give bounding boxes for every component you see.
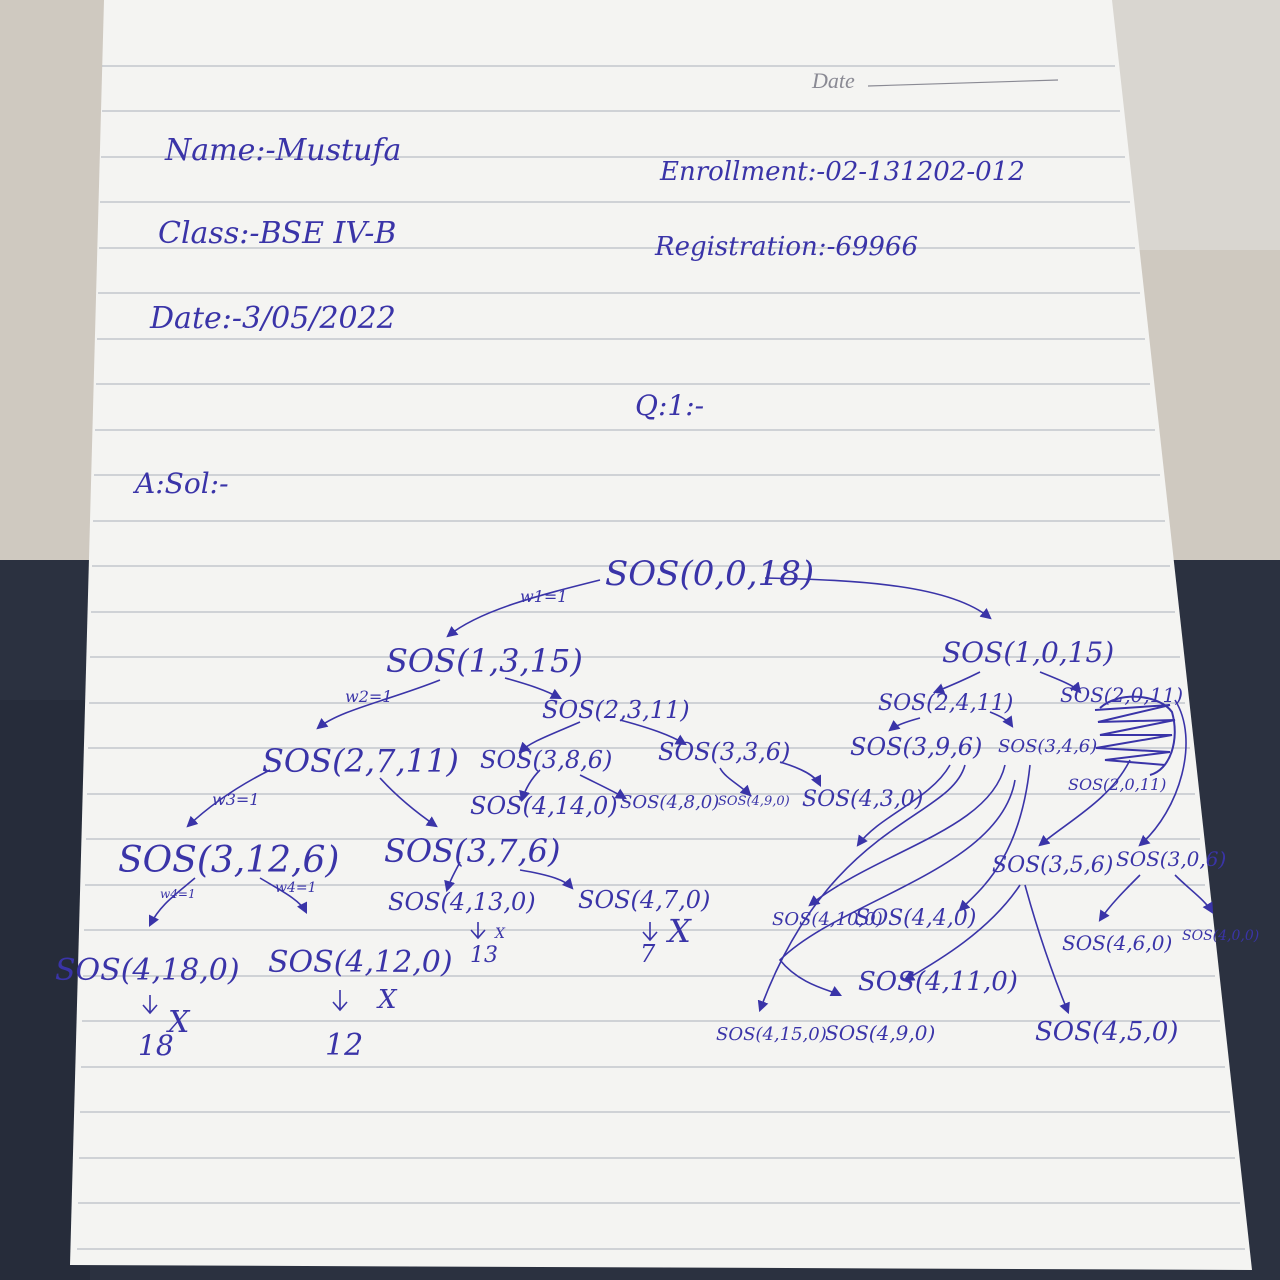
- node-4-9-0-small: SOS(4,9,0): [718, 794, 790, 809]
- question-label: Q:1:-: [635, 389, 705, 422]
- node-3-12-6: SOS(3,12,6): [118, 840, 340, 881]
- node-root: SOS(0,0,18): [605, 554, 815, 594]
- node-4-9-0: SOS(4,9,0): [825, 1021, 936, 1045]
- node-4-11-0: SOS(4,11,0): [858, 967, 1018, 997]
- node-4-6-0: SOS(4,6,0): [1062, 931, 1173, 955]
- node-4-4-0: SOS(4,4,0): [855, 906, 977, 931]
- node-4-3-0: SOS(4,3,0): [802, 787, 924, 812]
- result-18-cross: X: [168, 1005, 190, 1040]
- result-12-cross: X: [378, 985, 397, 1015]
- node-4-18-0: SOS(4,18,0): [55, 953, 240, 988]
- result-18: 18: [138, 1029, 174, 1062]
- node-4-7-0: SOS(4,7,0): [578, 886, 711, 914]
- student-class: Class:-BSE IV-B: [158, 216, 397, 251]
- node-2-0-11: SOS(2,0,11): [1068, 775, 1167, 794]
- node-3-4-6: SOS(3,4,6): [998, 736, 1098, 757]
- label-w4-right: w4=1: [275, 880, 317, 896]
- registration-number: Registration:-69966: [655, 232, 919, 262]
- node-4-0-0: SOS(4,0,0): [1182, 928, 1260, 944]
- answer-label: A:Sol:-: [135, 467, 229, 500]
- node-3-3-6: SOS(3,3,6): [658, 738, 791, 766]
- node-4-13-0: SOS(4,13,0): [388, 888, 536, 916]
- node-2-3-11: SOS(2,3,11): [542, 696, 690, 724]
- node-1-0-15: SOS(1,0,15): [942, 636, 1115, 669]
- label-w3: w3=1: [212, 790, 260, 809]
- paper-sheet: [70, 0, 1252, 1270]
- node-4-14-0: SOS(4,14,0): [470, 792, 618, 820]
- node-2-0-11-crossed: SOS(2,0,11): [1060, 683, 1184, 707]
- node-4-8-0: SOS(4,8,0): [620, 792, 720, 813]
- node-3-0-6: SOS(3,0,6): [1116, 847, 1227, 871]
- enrollment-number: Enrollment:-02-131202-012: [660, 157, 1025, 187]
- node-2-7-11: SOS(2,7,11): [262, 742, 459, 780]
- result-7-cross: X: [668, 912, 691, 950]
- node-3-9-6: SOS(3,9,6): [850, 733, 983, 761]
- node-4-5-0: SOS(4,5,0): [1035, 1017, 1179, 1047]
- result-13-cross: X: [495, 926, 505, 942]
- label-w4-left: w4=1: [160, 887, 196, 901]
- node-4-15-0: SOS(4,15,0): [716, 1024, 827, 1045]
- node-4-12-0: SOS(4,12,0): [268, 945, 453, 980]
- label-w2: w2=1: [345, 687, 393, 706]
- result-12: 12: [325, 1028, 364, 1063]
- node-3-7-6: SOS(3,7,6): [384, 832, 561, 870]
- result-7: 7: [640, 940, 656, 968]
- student-name: Name:-Mustufa: [165, 133, 402, 168]
- submission-date: Date:-3/05/2022: [150, 301, 396, 336]
- date-field-label: Date: [812, 68, 855, 93]
- node-1-3-15: SOS(1,3,15): [386, 642, 583, 680]
- node-2-4-11: SOS(2,4,11): [878, 691, 1014, 716]
- node-3-5-6: SOS(3,5,6): [992, 853, 1114, 878]
- label-w1: w1=1: [520, 587, 568, 606]
- node-3-8-6: SOS(3,8,6): [480, 746, 613, 774]
- result-13: 13: [470, 943, 498, 968]
- floor-tile-right: [1110, 0, 1280, 250]
- node-4-10-0: SOS(4,10,0): [772, 909, 883, 930]
